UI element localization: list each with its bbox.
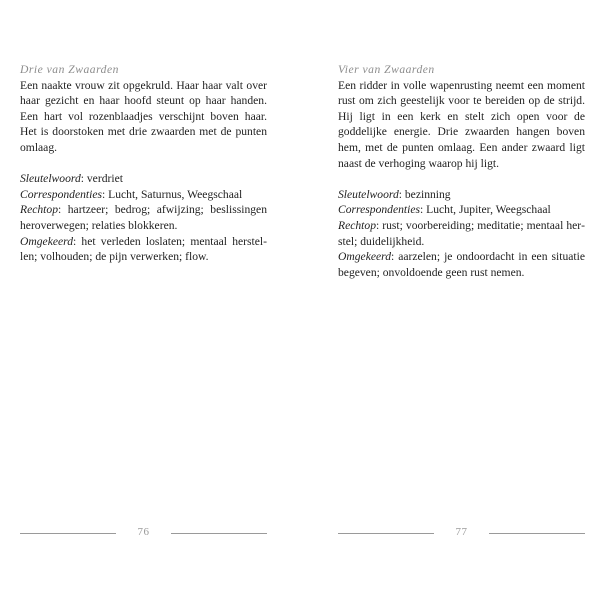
upright-value: : hartzeer; bedrog; afwijzing; beslissingen heroverwegen; relaties blokkeren. — [20, 203, 267, 232]
correspondences-line — [20, 187, 267, 203]
upright-line — [338, 218, 585, 249]
page-number: 77 — [455, 526, 468, 538]
upright-line — [20, 202, 267, 233]
page-number: 76 — [137, 526, 150, 538]
card-description: Een ridder in volle wapenrusting neemt een moment rust om zich geestelijk voor te bereiden op de strijd. Hij ligt in een kerk en stelt zich open voor de goddelijke energie. Drie zwaarden hangen boven hem, met de punten omlaag. Een ander zwaard ligt naast de verhoging waarop hij ligt. — [338, 78, 585, 170]
reversed-label: Omgekeerd — [20, 234, 74, 248]
upright-value: : rust; voorbereiding; meditatie; mentaal herstel; duidelijkheid. — [338, 218, 585, 248]
left-page-footer — [20, 524, 267, 544]
reversed-value: : aarzelen; je ondoordacht in een situatie begeven; onvoldoende geen rust nemen. — [338, 250, 585, 279]
keyword-value: : bezinning — [398, 187, 451, 201]
keyword-label: Sleutelwoord — [20, 172, 81, 186]
card-description: Een naakte vrouw zit opgekruld. Haar haar valt over haar gezicht en haar hoofd steunt op haar handen. Een hart vol rozenblaadjes verschijnt boven haar. Het is doorstoken met drie zwaarden met de punten omlaag. — [20, 78, 267, 154]
reversed-line — [20, 234, 267, 265]
correspondences-label: Correspondenties — [338, 203, 421, 217]
keyword-label: Sleutelwoord — [338, 187, 399, 201]
right-page-footer — [338, 524, 585, 544]
correspondences-value: : Lucht, Jupiter, Weegschaal — [420, 203, 551, 217]
left-page-content — [20, 62, 267, 265]
right-page-content — [338, 62, 585, 280]
reversed-label: Omgekeerd — [338, 250, 392, 264]
reversed-value: : het verleden loslaten; mentaal herstellen; volhouden; de pijn verwerken; flow. — [20, 234, 267, 264]
card-title: Vier van Zwaarden — [338, 63, 435, 76]
card-title: Drie van Zwaarden — [20, 63, 119, 76]
keyword-value: : verdriet — [80, 172, 123, 186]
correspondences-label: Correspondenties — [20, 187, 103, 201]
upright-label: Rechtop — [20, 203, 58, 217]
correspondences-line — [338, 202, 585, 218]
footer-rule-right — [171, 533, 267, 534]
keyword-line — [338, 187, 585, 203]
keyword-line — [20, 171, 267, 187]
footer-rule-right — [489, 533, 585, 534]
reversed-line — [338, 249, 585, 280]
correspondences-value: : Lucht, Saturnus, Weegschaal — [102, 187, 243, 201]
upright-label: Rechtop — [338, 218, 376, 232]
right-page — [300, 0, 600, 600]
